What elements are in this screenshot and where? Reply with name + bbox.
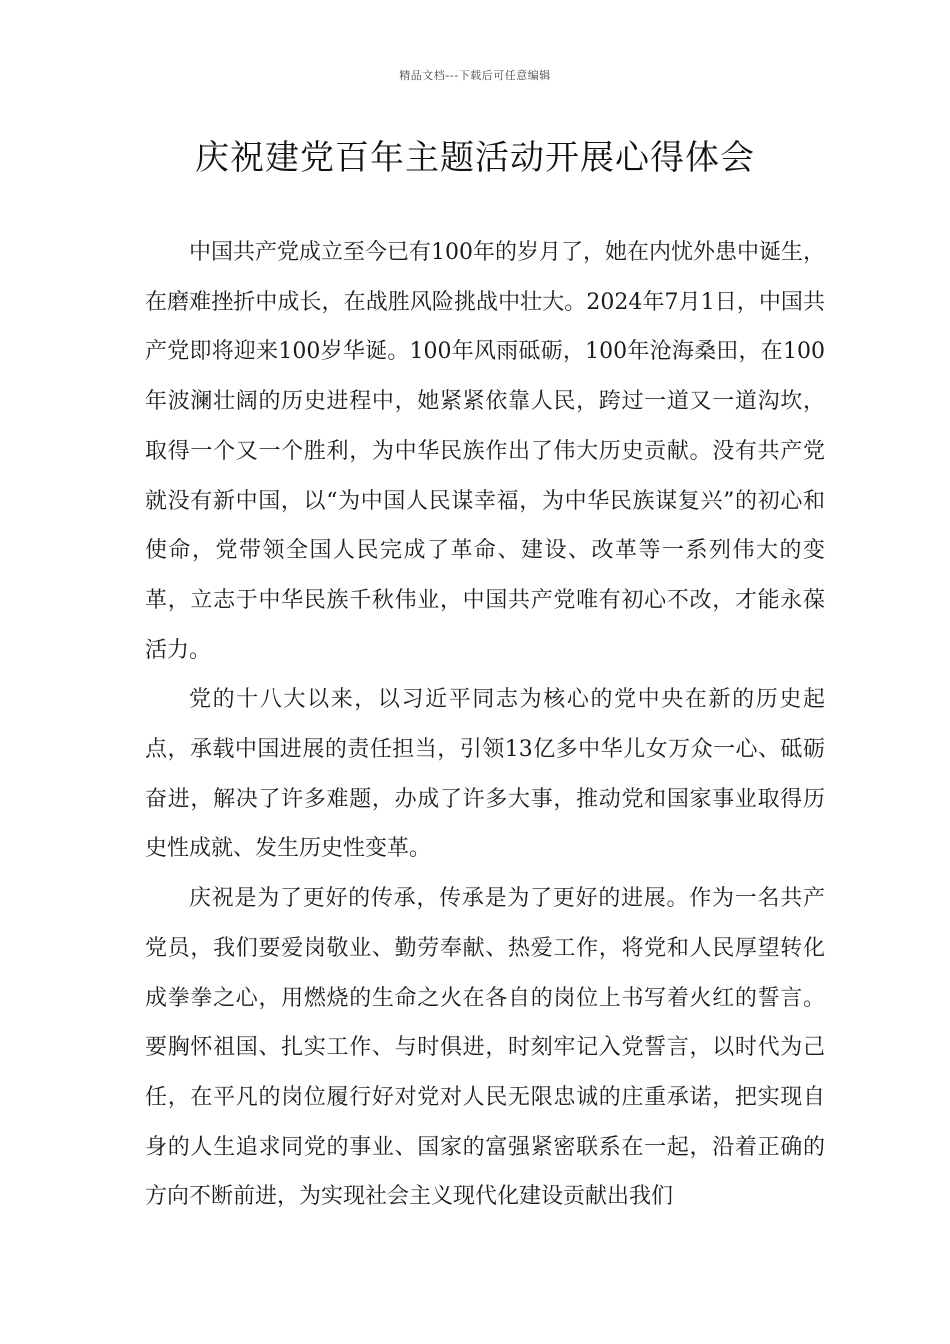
document-body xyxy=(145,228,825,1222)
paragraph-1: 中国共产党成立至今已有100年的岁月了，她在内忧外患中诞生，在磨难挫折中成长，在战胜风险挑战中壮大。2024年7月1日，中国共产党即将迎来100岁华诞。100年风雨砥砺，100年沧海桑田，在100年波澜壮阔的历史进程中，她紧紧依靠人民，跨过一道又一道沟坎，取得一个又一个胜利，为中华民族作出了伟大历史贡献。没有共产党就没有新中国，以“为中国人民谋幸福，为中华民族谋复兴”的初心和使命，党带领全国人民完成了革命、建设、改革等一系列伟大的变革，立志于中华民族千秋伟业，中国共产党唯有初心不改，才能永葆活力。 xyxy=(145,240,825,663)
paragraph-3: 庆祝是为了更好的传承，传承是为了更好的进展。作为一名共产党员，我们要爱岗敬业、勤劳奉献、热爱工作，将党和人民厚望转化成拳拳之心，用燃烧的生命之火在各自的岗位上书写着火红的誓言。要胸怀祖国、扎实工作、与时俱进，时刻牢记入党誓言，以时代为己任，在平凡的岗位履行好对党对人民无限忠诚的庄重承诺，把实现自身的人生追求同党的事业、国家的富强紧密联系在一起，沿着正确的方向不断前进，为实现社会主义现代化建设贡献出我们 xyxy=(145,886,825,1210)
header-note: 精品文档---下载后可任意编辑 xyxy=(399,69,551,82)
document-title: 庆祝建党百年主题活动开展心得体会 xyxy=(195,138,755,178)
paragraph-2: 党的十八大以来，以习近平同志为核心的党中央在新的历史起点，承载中国进展的责任担当，引领13亿多中华儿女万众一心、砥砺奋进，解决了许多难题，办成了许多大事，推动党和国家事业取得历史性成就、发生历史性变革。 xyxy=(145,687,825,862)
